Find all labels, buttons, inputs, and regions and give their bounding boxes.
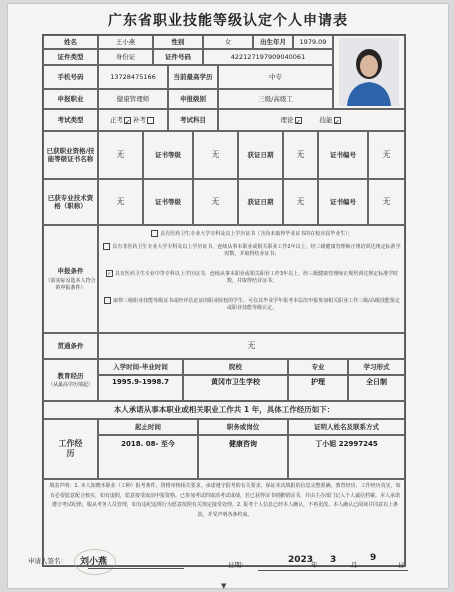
id-no-value: 422127197909040061: [203, 49, 333, 65]
birth-value: 1979.09: [293, 35, 333, 49]
exam-type-first: 正考: [110, 115, 123, 124]
condition-2-text: 具有非医药卫生专业大学专科及以上学历证书，连续从事本职业或相关职业工作2年以上，经三级健康管理师正规培训达规定标准学时数，并取得结业证书；: [112, 244, 401, 257]
level-label: 申报级别: [168, 89, 218, 109]
cert-no-value: 无: [368, 131, 405, 179]
cert-date-label: 获证日期: [238, 131, 283, 179]
condition-3-checkbox[interactable]: ✓: [107, 271, 112, 277]
work-section-label: 工作经历: [43, 419, 98, 479]
condition-item-4: [103, 297, 401, 312]
edu-school-header: 院校: [183, 359, 288, 375]
applicant-photo: [339, 38, 399, 106]
edu-time-value: 1995.9-1998.7: [98, 375, 183, 401]
work-post-value: 健康咨询: [198, 435, 288, 479]
level-value: 三级/高级工: [218, 89, 333, 109]
sign-label: 申请人签名：: [28, 557, 67, 565]
scroll-down-icon[interactable]: ▼: [221, 582, 227, 590]
title-date-label: 获证日期: [238, 179, 283, 225]
edu-school-value: 黄冈市卫生学校: [183, 375, 288, 401]
mismatch-value: 无: [98, 333, 405, 359]
form-table: [42, 34, 406, 567]
edu-major-value: 护理: [288, 375, 348, 401]
exam-type-label: 考试类型: [43, 109, 98, 131]
cert-date-value: 无: [283, 131, 318, 179]
conditions-sub: （需实际勾选本人符合的申报条件）: [45, 278, 96, 291]
date-month: 3: [330, 555, 337, 565]
job-label: 申报职业: [43, 89, 98, 109]
form-title: 广东省职业技能等级认定个人申请表: [108, 13, 348, 29]
subject-skill: 技能: [319, 115, 333, 124]
cert-grade-value: 无: [193, 131, 238, 179]
work-time-value: 2018. 08- 至今: [98, 435, 198, 479]
date-year-unit: 年: [311, 561, 318, 569]
title-no-label: 证书编号: [318, 179, 368, 225]
date-label: 日期：: [228, 561, 248, 569]
retake-checkbox[interactable]: [147, 117, 154, 124]
date-year: 2023: [288, 555, 314, 565]
condition-4-text: 取得三级职业技能等级证书或经评估论证的职业院校的学生，可在其毕业学年报考本层次申报参加相关职业工作三级/高级技能鉴定或职业技能等级认定。: [113, 298, 400, 311]
education-label: 当前最高学历: [168, 65, 218, 89]
job-value: 健康管理师: [98, 89, 168, 109]
title-cert-label: 已获专业技术资格（职称）: [43, 179, 98, 225]
id-type-value: 身份证: [98, 49, 153, 65]
date-month-unit: 月: [351, 561, 358, 569]
exam-type-retake: 补考: [133, 115, 146, 124]
cert-name-value: 无: [98, 131, 143, 179]
work-promise: 本人承诺从事本职业或相关职业工作共 1 年，具体工作经历如下：: [43, 401, 405, 419]
subject-options: [218, 109, 405, 131]
sign-underline: [88, 568, 184, 569]
date-underline: [258, 570, 408, 571]
id-no-label: 证件号码: [153, 49, 203, 65]
title-cert-value: 无: [98, 179, 143, 225]
work-post-header: 职务或岗位: [198, 419, 288, 435]
education-section-sub: （从最高学历填起）: [47, 381, 93, 388]
skill-checkbox[interactable]: ✓: [334, 117, 340, 126]
condition-4-checkbox[interactable]: [104, 297, 111, 304]
phone-value: 13728475166: [98, 65, 168, 89]
title-no-value: 无: [368, 179, 405, 225]
name-label: 姓名: [43, 35, 98, 49]
edu-time-header: 入学时间-毕业时间: [98, 359, 183, 375]
condition-1-text: 具有医药卫生专业大学专科及以上学历证书（含尚未取得毕业证书的在校应届毕业生）；: [160, 231, 353, 237]
cert-no-label: 证书编号: [318, 131, 368, 179]
cert-name-label: 已获职业资格/技能等级证书名称: [43, 131, 98, 179]
birth-label: 出生年月: [253, 35, 293, 49]
subject-label: 考试科目: [168, 109, 218, 131]
first-exam-checkbox[interactable]: ✓: [125, 117, 131, 126]
education-value: 中专: [218, 65, 333, 89]
title-date-value: 无: [283, 179, 318, 225]
mismatch-label: 贯通条件: [43, 333, 98, 359]
date-day: 9: [370, 553, 377, 563]
condition-2-checkbox[interactable]: [103, 243, 110, 250]
signature: 刘小燕: [80, 557, 108, 567]
title-grade-label: 证书等级: [143, 179, 193, 225]
conditions-label: 申报条件: [57, 266, 84, 275]
education-section-label: 教育经历: [57, 371, 84, 380]
title-grade-value: 无: [193, 179, 238, 225]
theory-checkbox[interactable]: ✓: [295, 117, 301, 126]
exam-type-options: [98, 109, 168, 131]
id-type-label: 证件类型: [43, 49, 98, 65]
name-value: 王小燕: [98, 35, 153, 49]
phone-label: 手机号码: [43, 65, 98, 89]
photo-frame: [333, 35, 405, 109]
edu-form-value: 全日制: [348, 375, 405, 401]
date-day-unit: 日: [398, 561, 405, 569]
work-time-header: 起止时间: [98, 419, 198, 435]
condition-item-3: [103, 270, 401, 285]
edu-major-header: 专业: [288, 359, 348, 375]
condition-1-checkbox[interactable]: [151, 230, 158, 237]
subject-theory: 理论: [280, 115, 294, 124]
gender-label: 性别: [153, 35, 203, 49]
conditions-label-cell: [43, 225, 98, 333]
education-section-label-cell: [43, 359, 98, 401]
cert-grade-label: 证书等级: [143, 131, 193, 179]
condition-item-1: [103, 230, 401, 238]
declaration-text: 填表声明：1. 本人知晓本职业（工种）报考条件，资格审核相关要求，承诺遵守报考的有关要求，保证本次填报的信息完整准确、教育经历、工作经历真实，如有必要愿意配合核实，如有虚假，愿意接受取消申报资格、已参加考试的取消考试成绩，若已获得证书则撤销证书，并由主办部门记入个人诚信档案。本人承诺遵守考试纪律，服从考务人员管理，如有违纪违规行为愿意按照有关规定接受处理。2. 报考个人信息已经本人确认，不再更改。本人确认已阅读并同意以上条款，并受声明各条约束。: [49, 483, 401, 518]
gender-value: 女: [203, 35, 253, 49]
edu-form-header: 学习形式: [348, 359, 405, 375]
condition-item-2: [103, 243, 401, 258]
conditions-body: [98, 225, 405, 333]
work-contact-value: 丁小姐 22997245: [288, 435, 405, 479]
application-form: [8, 4, 448, 588]
work-contact-header: 证明人姓名及联系方式: [288, 419, 405, 435]
condition-3-text: 具有医药卫生专业中等专科以上学历证书，连续从事本职业或相关职业工作3年以上，经三级健康管理师正规培训达规定标准学时数，并取得结业证书；: [114, 271, 399, 284]
